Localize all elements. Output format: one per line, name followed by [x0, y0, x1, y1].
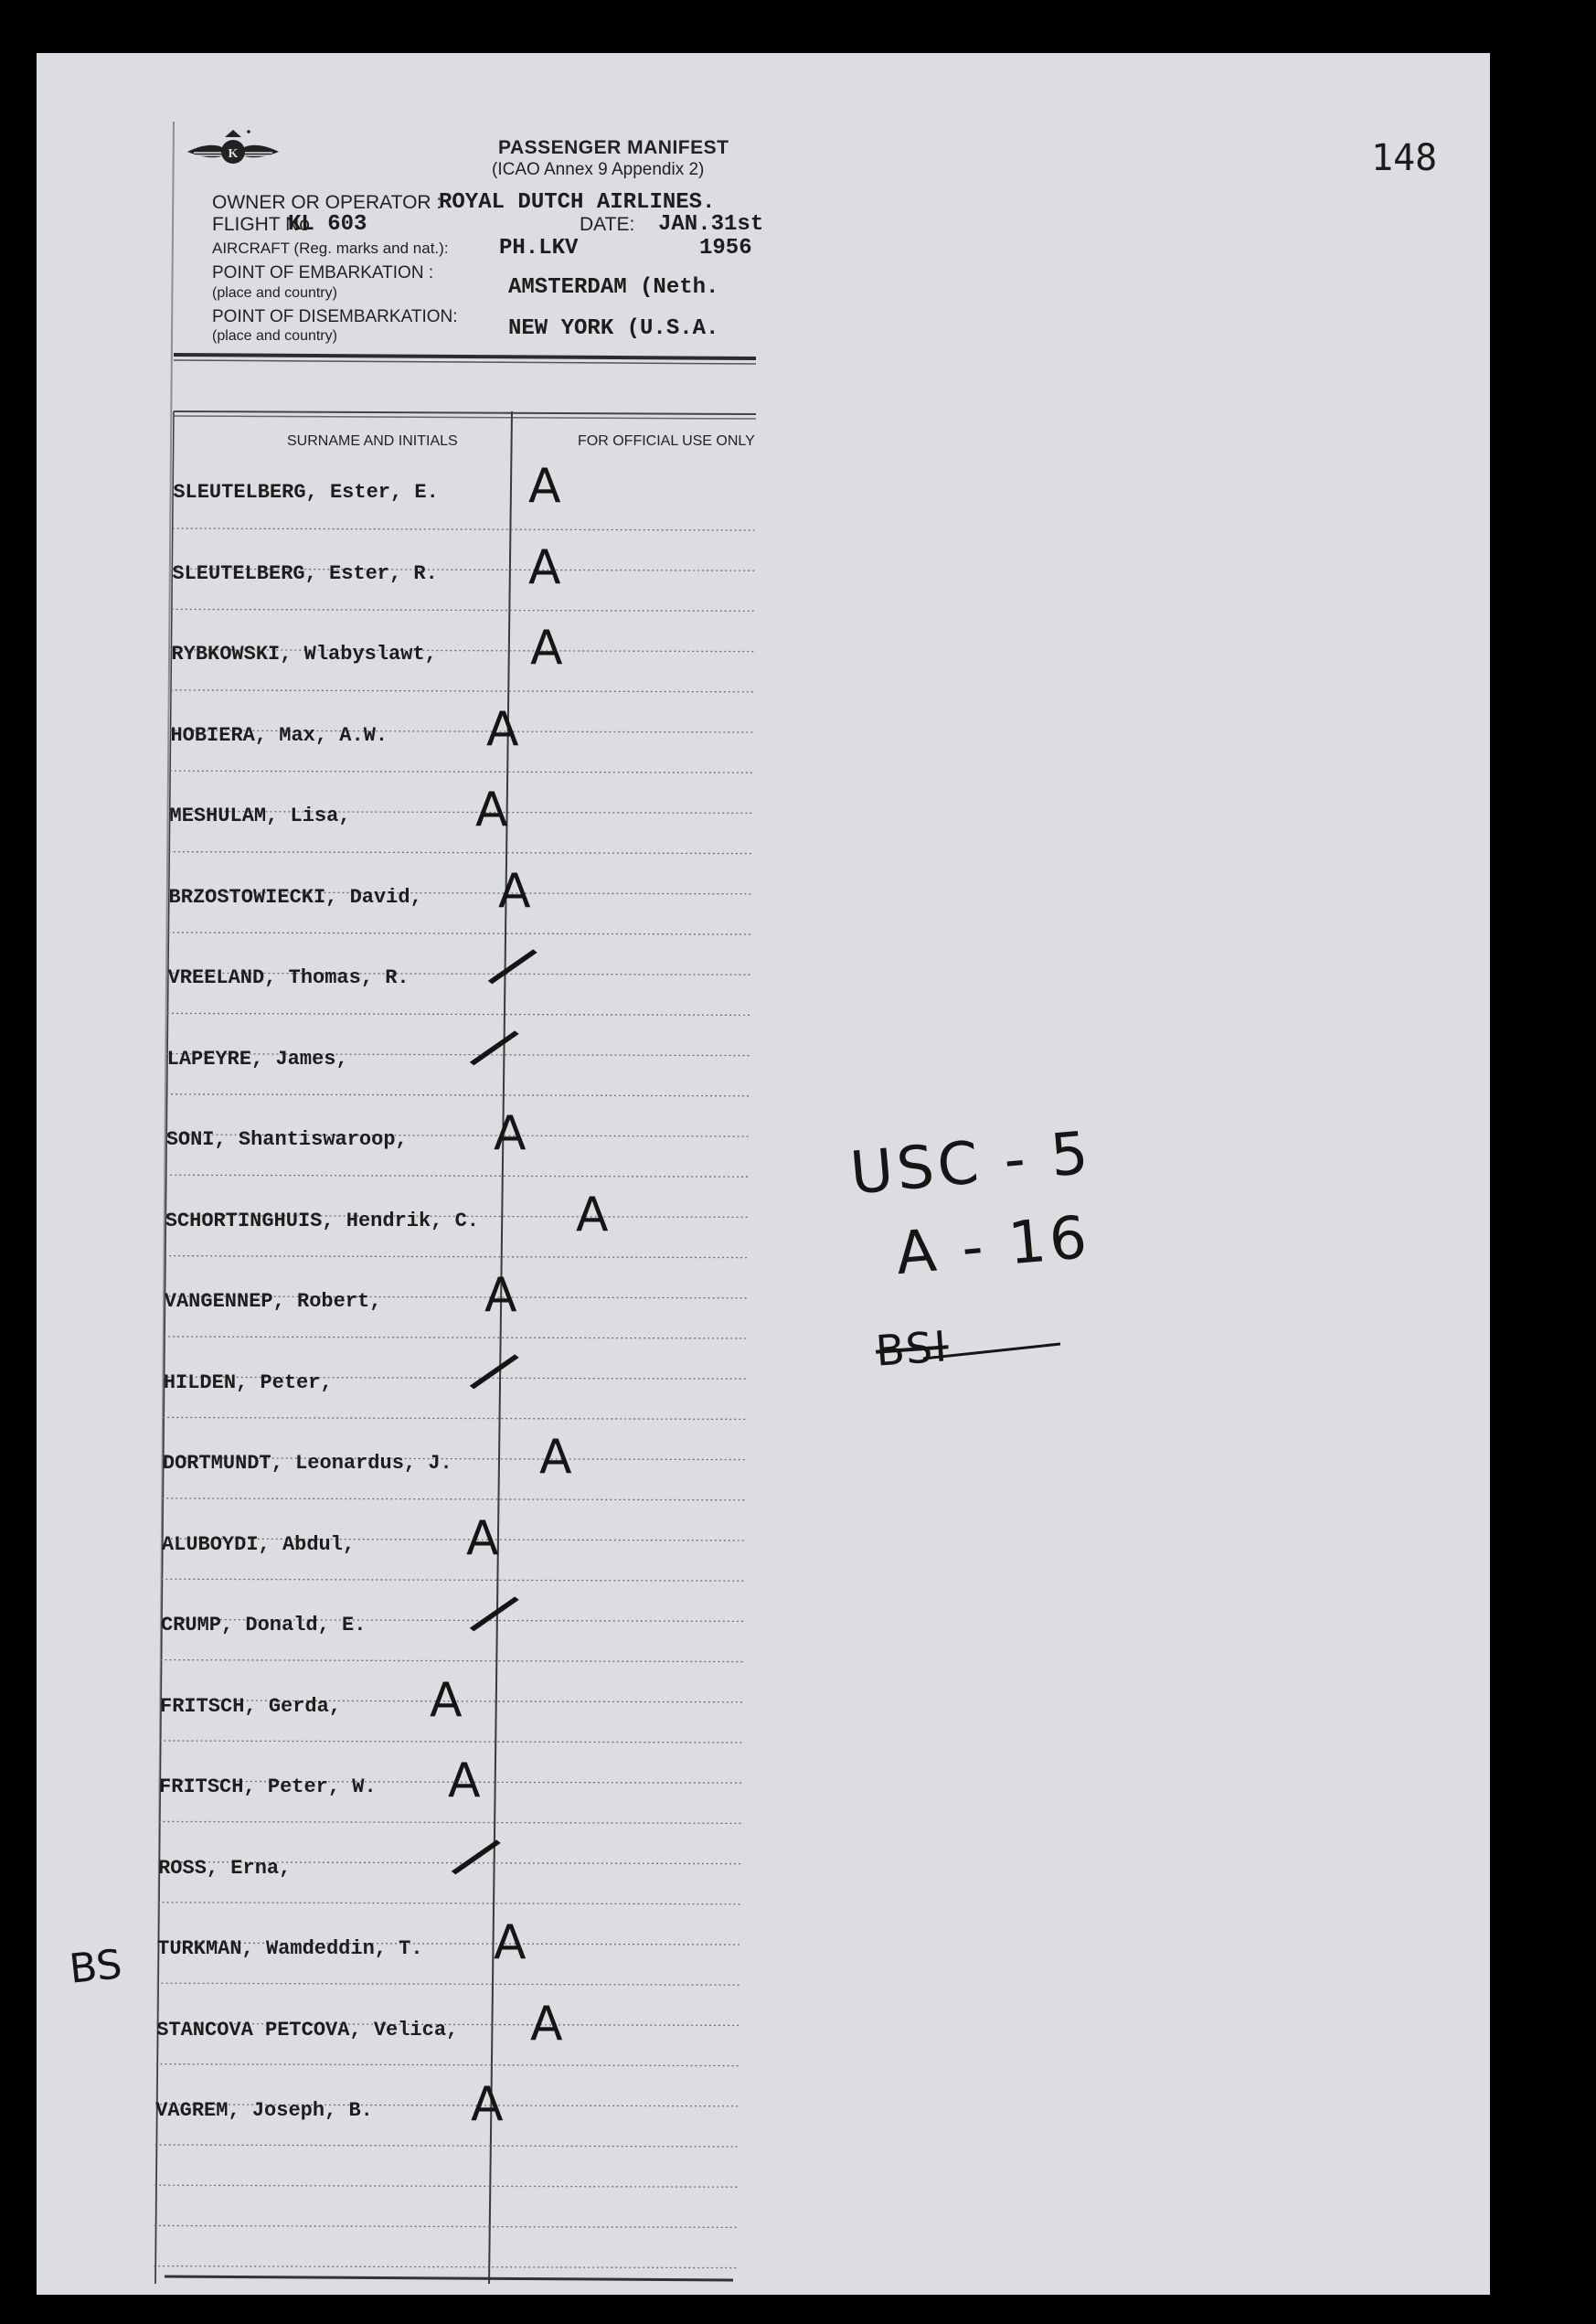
official-mark-a: A — [528, 459, 561, 514]
passenger-name: MESHULAM, Lisa, — [169, 805, 351, 827]
annotation-usc: USC - 5 — [847, 1119, 1095, 1209]
date-value: JAN.31st — [658, 212, 764, 237]
passenger-name: HOBIERA, Max, A.W. — [170, 723, 388, 747]
embarkation-sub: (place and country) — [212, 285, 337, 301]
embarkation-value: AMSTERDAM (Neth. — [508, 275, 719, 300]
passenger-name: VAGREM, Joseph, B. — [155, 2099, 373, 2122]
page-number: 148 — [1371, 137, 1438, 179]
official-mark-a: A — [466, 1510, 499, 1566]
official-mark-slash: / — [463, 1333, 527, 1407]
passenger-name: VANGENNEP, Robert, — [164, 1290, 382, 1313]
year-value: 1956 — [699, 236, 752, 261]
passenger-name: ALUBOYDI, Abdul, — [161, 1532, 356, 1556]
passenger-name: CRUMP, Donald, E. — [160, 1614, 367, 1636]
official-mark-a: A — [530, 621, 563, 676]
passenger-name: STANCOVA PETCOVA, Velica, — [156, 2018, 459, 2041]
official-mark-a: A — [498, 863, 531, 919]
date-label: DATE: — [580, 214, 635, 235]
official-mark-slash: / — [482, 929, 546, 1002]
passenger-name: SCHORTINGHUIS, Hendrik, C. — [165, 1209, 479, 1232]
passenger-name: TURKMAN, Wamdeddin, T. — [157, 1937, 423, 1960]
annotation-struck: BSI — [874, 1321, 951, 1376]
official-mark-a: A — [484, 1268, 517, 1323]
passenger-name: ROSS, Erna, — [158, 1856, 292, 1880]
passenger-name: LAPEYRE, James, — [166, 1047, 348, 1071]
official-mark-slash: / — [463, 1576, 527, 1649]
disembarkation-label: POINT OF DISEMBARKATION: — [212, 307, 458, 326]
official-mark-a: A — [528, 539, 561, 595]
passenger-name: DORTMUNDT, Leonardus, J. — [162, 1452, 452, 1475]
disembarkation-sub: (place and country) — [212, 328, 337, 344]
official-mark-a: A — [430, 1672, 463, 1728]
operator-value: ROYAL DUTCH AIRLINES. — [439, 190, 716, 215]
official-mark-a: A — [494, 1915, 527, 1970]
official-mark-a: A — [539, 1430, 572, 1485]
aircraft-label: AIRCRAFT (Reg. marks and nat.): — [212, 240, 449, 257]
passenger-list — [37, 53, 1490, 2295]
column-header-official: FOR OFFICIAL USE ONLY — [578, 433, 755, 449]
official-mark-a: A — [471, 2077, 504, 2132]
form-title: PASSENGER MANIFEST — [498, 137, 729, 158]
operator-label: OWNER OR OPERATOR : — [212, 192, 442, 213]
official-mark-a: A — [486, 701, 519, 757]
passenger-name: RYBKOWSKI, Wlabyslawt, — [171, 643, 437, 666]
official-mark-a: A — [530, 1996, 563, 2052]
passenger-name: HILDEN, Peter, — [163, 1370, 333, 1394]
passenger-name: SLEUTELBERG, Ester, E. — [173, 481, 439, 504]
passenger-name: FRITSCH, Peter, W. — [159, 1775, 377, 1798]
strike-dash — [914, 1335, 1069, 1371]
margin-note: BS — [67, 1941, 124, 1993]
official-mark-slash: / — [445, 1818, 509, 1892]
official-mark-a: A — [576, 1187, 609, 1242]
passenger-name: SLEUTELBERG, Ester, R. — [172, 561, 438, 585]
official-mark-slash: / — [463, 1009, 527, 1083]
official-mark-a: A — [494, 1106, 527, 1161]
column-header-surname: SURNAME AND INITIALS — [287, 433, 458, 449]
svg-text:K: K — [228, 147, 239, 161]
flight-label: FLIGHT No — [212, 214, 310, 235]
passenger-name: SONI, Shantiswaroop, — [165, 1128, 408, 1151]
manifest-sheet — [37, 53, 1490, 2295]
disembarkation-value: NEW YORK (U.S.A. — [508, 316, 719, 341]
embarkation-label: POINT OF EMBARKATION : — [212, 263, 434, 283]
passenger-name: VREELAND, Thomas, R. — [167, 966, 410, 989]
form-subtitle: (ICAO Annex 9 Appendix 2) — [492, 160, 705, 179]
official-mark-a: A — [475, 783, 508, 837]
passenger-name: BRZOSTOWIECKI, David, — [168, 885, 422, 909]
passenger-name: FRITSCH, Gerda, — [160, 1694, 342, 1718]
annotation-a: A - 16 — [893, 1203, 1093, 1289]
official-mark-a: A — [448, 1754, 481, 1808]
aircraft-value: PH.LKV — [499, 236, 579, 261]
flight-value: KL 603 — [288, 212, 367, 237]
